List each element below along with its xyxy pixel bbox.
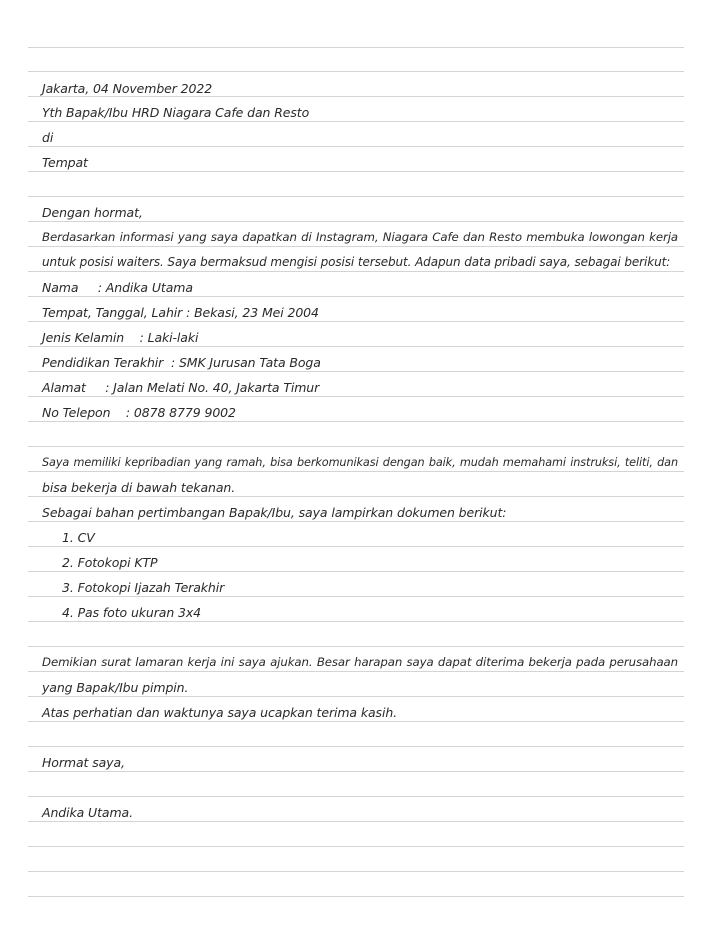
recipient-line-3: Tempat	[42, 155, 88, 170]
signature-name: Andika Utama.	[42, 805, 133, 820]
ruled-line	[28, 746, 684, 747]
closing-line-3: Atas perhatian dan waktunya saya ucapkan terima kasih.	[42, 705, 398, 720]
signoff: Hormat saya,	[42, 755, 125, 770]
intro-line-1: Berdasarkan informasi yang saya dapatkan di Instagram, Niagara Cafe dan Resto membuka lowongan kerja	[42, 230, 678, 244]
data-pendidikan: Pendidikan Terakhir : SMK Jurusan Tata Boga	[42, 355, 321, 370]
closing-line-1: Demikian surat lamaran kerja ini saya ajukan. Besar harapan saya dapat diterima bekerja pada perusahaan	[42, 655, 678, 669]
intro-line-2: untuk posisi waiters. Saya bermaksud mengisi posisi tersebut. Adapun data pribadi saya, sebagai berikut:	[42, 255, 671, 269]
ruled-line	[28, 871, 684, 872]
recipient-line-2: di	[42, 130, 54, 145]
body-line-3: Sebagai bahan pertimbangan Bapak/Ibu, saya lampirkan dokumen berikut:	[42, 505, 507, 520]
body-line-1: Saya memiliki kepribadian yang ramah, bisa berkomunikasi dengan baik, mudah memahami instruksi, teliti, dan	[42, 456, 678, 469]
ruled-line	[28, 71, 684, 72]
body-line-2: bisa bekerja di bawah tekanan.	[42, 480, 236, 495]
attachment-item: 3. Fotokopi Ijazah Terakhir	[62, 580, 225, 595]
ruled-line	[28, 196, 684, 197]
place-date: Jakarta, 04 November 2022	[42, 81, 213, 96]
data-alamat: Alamat : Jalan Melati No. 40, Jakarta Timur	[42, 380, 320, 395]
recipient-line-1: Yth Bapak/Ibu HRD Niagara Cafe dan Resto	[42, 105, 310, 120]
attachment-item: 4. Pas foto ukuran 3x4	[62, 605, 202, 620]
ruled-line	[28, 47, 684, 48]
greeting: Dengan hormat,	[42, 205, 143, 220]
ruled-line	[28, 646, 684, 647]
data-ttl: Tempat, Tanggal, Lahir : Bekasi, 23 Mei 2004	[42, 305, 319, 320]
ruled-line	[28, 796, 684, 797]
data-nama: Nama : Andika Utama	[42, 280, 193, 295]
closing-line-2: yang Bapak/Ibu pimpin.	[42, 680, 189, 695]
data-telepon: No Telepon : 0878 8779 9002	[42, 405, 236, 420]
attachment-item: 2. Fotokopi KTP	[62, 555, 158, 570]
ruled-line	[28, 896, 684, 897]
ruled-line	[28, 446, 684, 447]
data-jenis-kelamin: Jenis Kelamin : Laki-laki	[42, 330, 199, 345]
ruled-line	[28, 846, 684, 847]
attachment-item: 1. CV	[62, 530, 95, 545]
